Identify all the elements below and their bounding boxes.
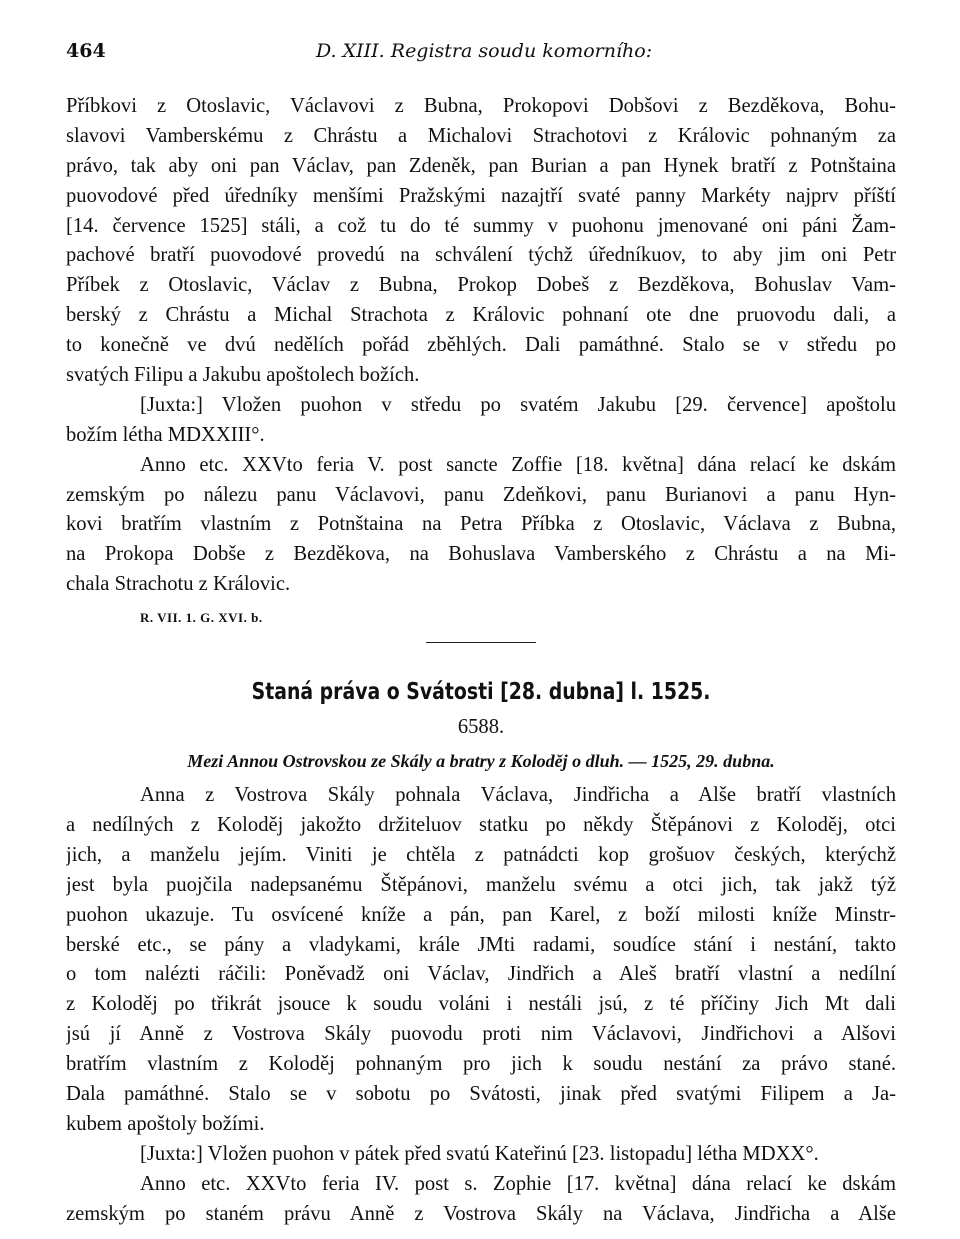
section-divider xyxy=(426,642,536,643)
text-line: puohon ukazuje. Tu osvícené kníže a pán, pan Karel, z boží milosti kníže Minstr- xyxy=(66,903,896,926)
paragraph-2 xyxy=(66,391,896,451)
text-line: puovodové před úředníky menšími Pražskými nazajtří svaté panny Markéty najprv příští xyxy=(66,184,896,207)
text-line: to konečně ve dvú nedělích pořád zběhlých. Dali památhné. Stalo se v středu po xyxy=(66,334,896,357)
paragraph-1 xyxy=(66,92,896,391)
text-line: právo, tak aby oni pan Václav, pan Zdeněk, pan Burian a pan Hynek bratří z Potnštaina xyxy=(66,154,896,177)
text-line: a nedílných z Koloděj jakožto držiteluov statku po někdy Štěpánovi z Koloděj, otci xyxy=(66,814,896,837)
paragraph-6 xyxy=(66,1170,896,1230)
page-body xyxy=(66,92,896,1230)
text-line: [14. července 1525] stáli, a což tu do té summy v puohonu jmenované oni páni Žam- xyxy=(66,214,896,237)
text-line: Anno etc. XXVto feria IV. post s. Zophie [17. května] dána relací ke dskám xyxy=(140,1172,896,1195)
text-line: berský z Chrástu a Michal Strachota z Královic pohnaní ote dne pruovodu dali, a xyxy=(66,304,896,327)
text-line: kubem apoštoly božími. xyxy=(66,1112,265,1135)
text-line: slavovi Vamberskému z Chrástu a Michalovi Strachotovi z Královic pohnaným za xyxy=(66,124,896,147)
document-summary: Mezi Annou Ostrovskou ze Skály a bratry z Koloděj o dluh. — 1525, 29. dubna. xyxy=(187,751,775,772)
text-line: zemským po staném právu Anně z Vostrova Skály na Václava, Jindřicha a Alše xyxy=(66,1202,896,1225)
paragraph-5 xyxy=(66,1140,896,1170)
text-line: Anna z Vostrova Skály pohnala Václava, Jindřicha a Alše bratří vlastních xyxy=(140,784,896,807)
text-line: na Prokopa Dobše z Bezděkova, na Bohuslava Vamberského z Chrástu a na Mi- xyxy=(66,543,896,566)
text-line: [Juxta:] Vložen puohon v pátek před svatú Kateřinú [23. listopadu] létha MDXX°. xyxy=(140,1142,819,1165)
text-line: jich, a manželu jejím. Viniti je chtěla z patnádcti kop grošuov českých, kterýchž xyxy=(66,843,896,866)
text-line: Příbkovi z Otoslavic, Václavovi z Bubna, Prokopovi Dobšovi z Bezděkova, Bohu- xyxy=(66,95,896,117)
text-line: chala Strachotu z Královic. xyxy=(66,573,291,596)
text-line: bratřím vlastním z Koloděj pohnaným pro jich k soudu nestání za právo stané. xyxy=(66,1053,896,1076)
text-line: zemským po nálezu panu Václavovi, panu Zdeňkovi, panu Burianovi a panu Hyn- xyxy=(66,483,896,506)
text-line: svatých Filipu a Jakubu apoštolech božích. xyxy=(66,364,420,387)
text-line: z Koloděj po třikrát jsouce k soudu voláni i nestáli jsú, z té příčiny Jich Mt dali xyxy=(66,993,896,1016)
text-line: Anno etc. XXVto feria V. post sancte Zoffie [18. května] dána relací ke dskám xyxy=(140,453,896,476)
document-number: 6588. xyxy=(457,716,505,739)
text-line: pachové bratří puovodové provedú na schválení týchž úředníkuov, to aby jim oni Petr xyxy=(66,244,896,267)
text-line: jest byla puojčila nadepsanému Štěpánovi, manželu svému a otci jich, tak jakž týž xyxy=(66,873,896,896)
section-title: Staná práva o Svátosti [28. dubna] l. 1525. xyxy=(251,679,711,706)
text-line: jsú jí Anně z Vostrova Skály puovodu proti nim Václavovi, Jindřichovi a Alšovi xyxy=(66,1023,896,1046)
text-line: božím létha MDXXIII°. xyxy=(66,423,265,446)
text-line: [Juxta:] Vložen puohon v středu po svatém Jakubu [29. července] apoštolu xyxy=(140,393,896,416)
running-title: D. XIII. Registra soudu komorního: xyxy=(316,40,653,62)
text-line: kovi bratřím vlastním z Potnštaina na Petra Příbka z Otoslavic, Václava z Bubna, xyxy=(66,513,896,536)
text-line: berské etc., se pány a vladykami, krále JMti radami, soudíce stání i nestání, takto xyxy=(66,933,896,956)
archive-signature: R. VII. 1. G. XVI. b. xyxy=(140,610,263,626)
text-line: Dala památhné. Stalo se v sobotu po Svátosti, jinak před svatými Filipem a Ja- xyxy=(66,1083,896,1106)
paragraph-3 xyxy=(66,451,896,600)
text-line: Příbek z Otoslavic, Václav z Bubna, Prokop Dobeš z Bezděkova, Bohuslav Vam- xyxy=(66,274,896,297)
text-line: o tom nalézti ráčili: Poněvadž oni Václav, Jindřich a Aleš bratří vlastní a nedílní xyxy=(66,963,896,986)
page-number: 464 xyxy=(66,40,106,62)
paragraph-4 xyxy=(66,781,896,1140)
page-header xyxy=(66,40,894,66)
